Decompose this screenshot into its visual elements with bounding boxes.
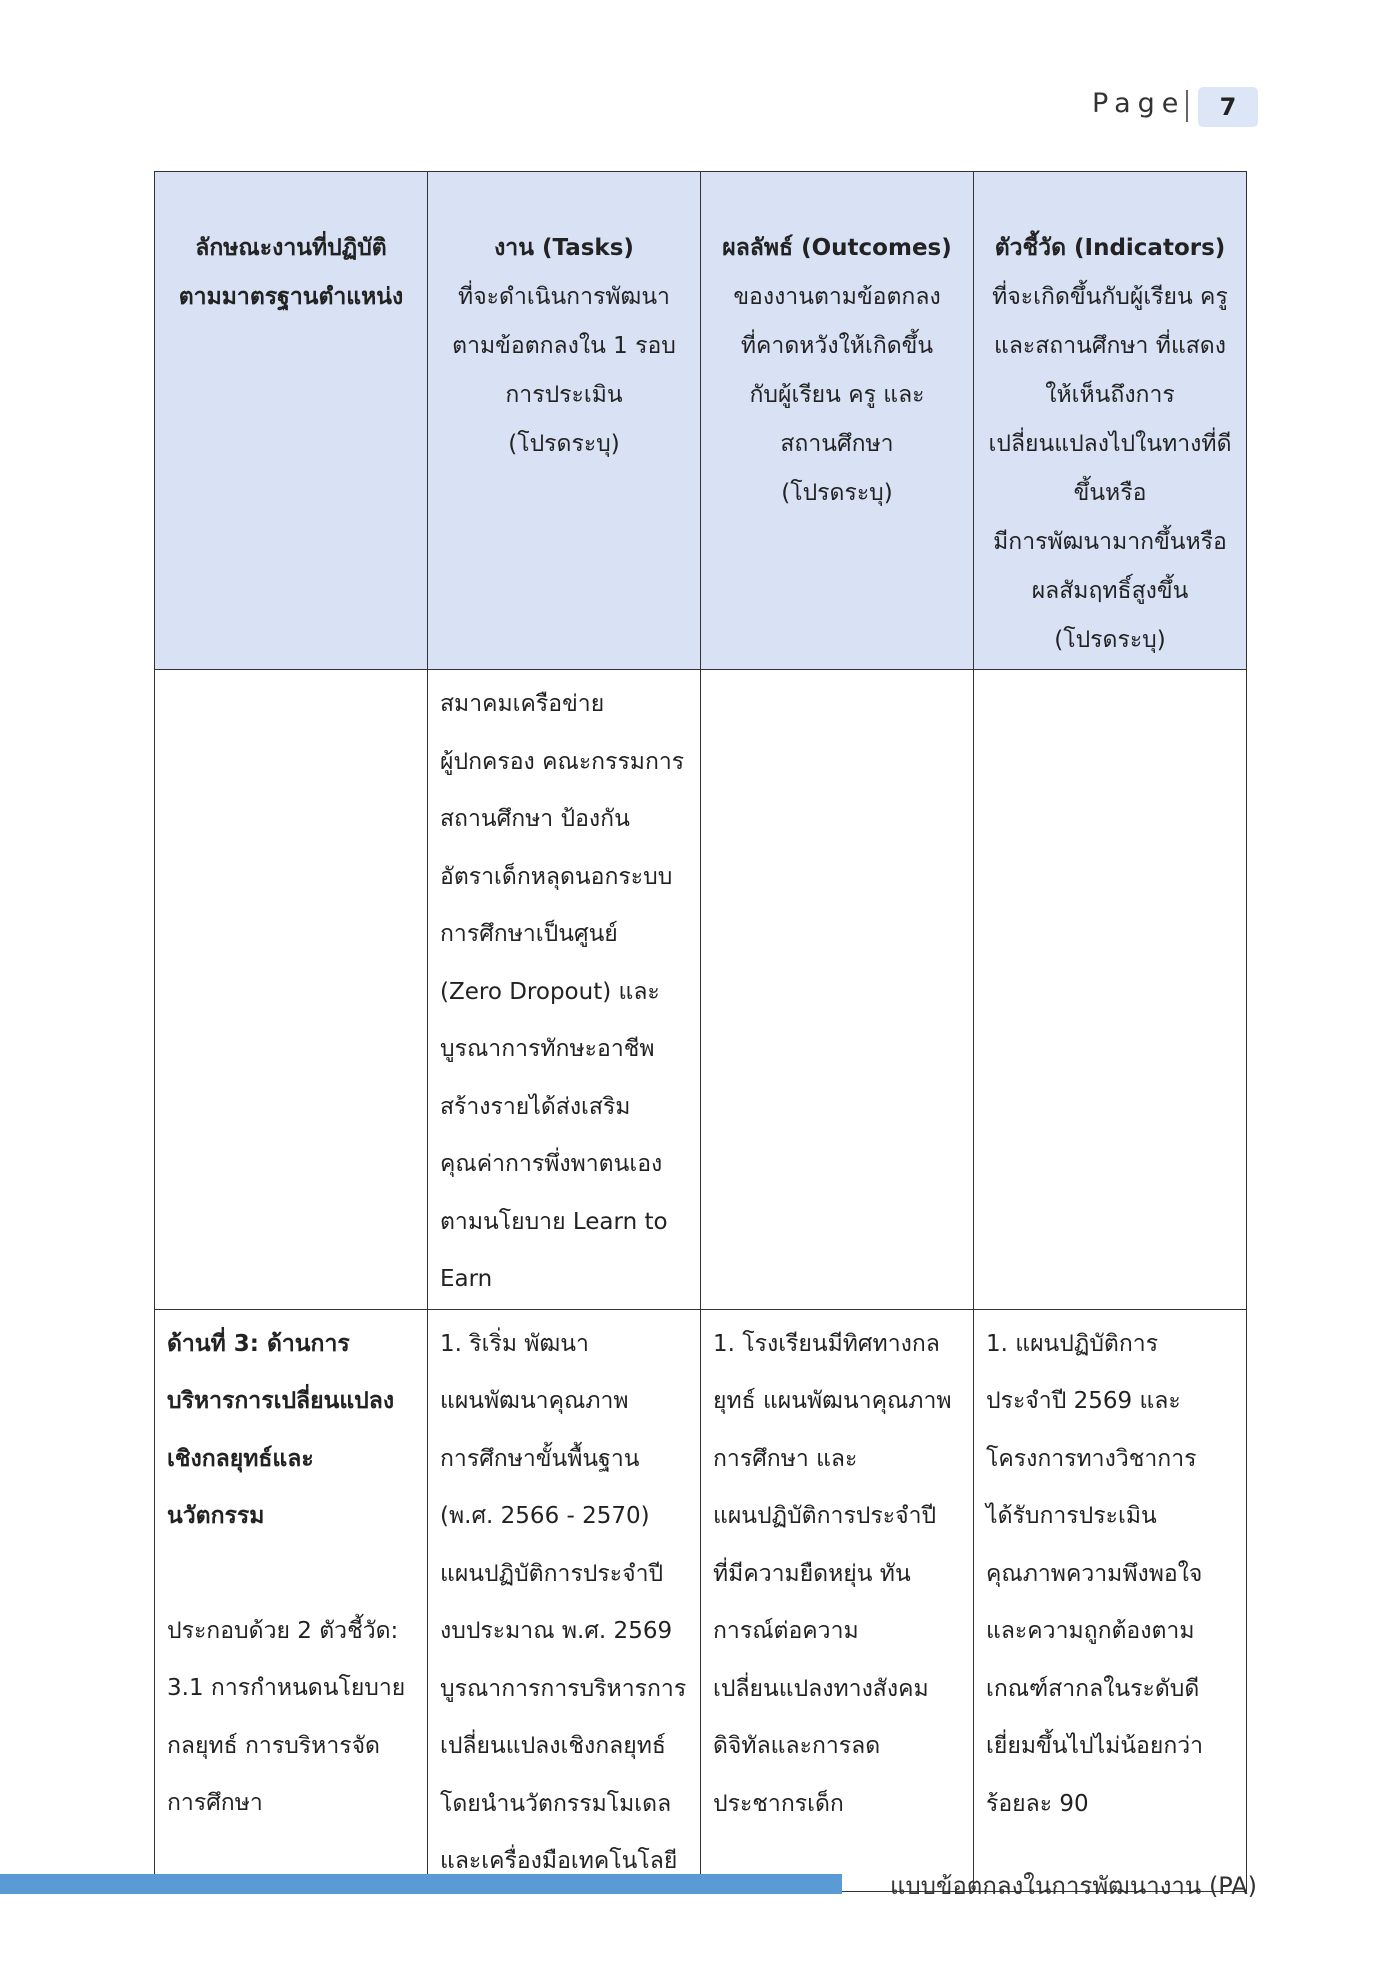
page-number: 7 — [1198, 87, 1258, 127]
text-line: สร้างรายได้ส่งเสริม — [440, 1093, 631, 1120]
header-line: (โปรดระบุ) — [781, 480, 893, 506]
header-standard — [155, 172, 428, 670]
header-line: (โปรดระบุ) — [508, 431, 620, 457]
table-row-continuation — [155, 670, 1247, 1310]
text-line: และเครื่องมือเทคโนโลยี — [440, 1848, 678, 1874]
cell-tasks — [428, 670, 701, 1310]
text-line: Earn — [440, 1266, 493, 1292]
area-detail-line: ประกอบด้วย 2 ตัวชี้วัด: — [167, 1617, 399, 1644]
header-line: สถานศึกษา — [780, 431, 894, 457]
header-line: ของงานตามข้อตกลง — [733, 284, 941, 310]
text-line: ประชากรเด็ก — [713, 1790, 844, 1817]
header-line: ตามมาตรฐานตำแหน่ง — [178, 284, 404, 310]
footer-bar — [0, 1874, 842, 1894]
header-line: ที่คาดหวังให้เกิดขึ้น — [740, 333, 934, 359]
pa-table — [154, 171, 1247, 1892]
header-line: ที่จะเกิดขึ้นกับผู้เรียน ครู — [992, 284, 1228, 310]
text-line: โครงการทางวิชาการ — [986, 1445, 1197, 1472]
text-line: ที่มีความยืดหยุ่น ทัน — [713, 1560, 911, 1587]
area-detail-line: 3.1 การกำหนดนโยบาย — [167, 1675, 406, 1701]
text-line: ยุทธ์ แผนพัฒนาคุณภาพ — [713, 1388, 952, 1414]
text-line: การศึกษาเป็นศูนย์ — [440, 921, 618, 947]
text-line: เปลี่ยนแปลงเชิงกลยุทธ์ — [440, 1733, 666, 1759]
header-line: ลักษณะงานที่ปฏิบัติ — [195, 235, 387, 261]
table-row-area3 — [155, 1309, 1247, 1891]
text-line: แผนปฏิบัติการประจำปี — [713, 1503, 937, 1529]
text-line: ตามนโยบาย Learn to — [440, 1208, 668, 1235]
text-line: บูรณาการการบริหารการ — [440, 1675, 687, 1702]
header-tasks — [428, 172, 701, 670]
text-line: 1. โรงเรียนมีทิศทางกล — [713, 1330, 940, 1357]
text-line: ร้อยละ 90 — [986, 1790, 1089, 1817]
header-line: ขึ้นหรือ — [1073, 480, 1147, 506]
header-line: ตัวชี้วัด (Indicators) — [994, 235, 1226, 261]
page-label: Page — [1092, 88, 1186, 119]
header-line: และสถานศึกษา ที่แสดง — [994, 333, 1226, 359]
cell-indicators — [974, 1309, 1247, 1891]
text-line: เยี่ยมขึ้นไปไม่น้อยกว่า — [986, 1733, 1204, 1759]
header-line: ให้เห็นถึงการ — [1045, 382, 1175, 408]
cell-outcomes-empty — [701, 670, 974, 1310]
text-line: แผนปฏิบัติการประจำปี — [440, 1560, 664, 1587]
area-title-line: เชิงกลยุทธ์และ — [167, 1445, 314, 1472]
area-detail-line: การศึกษา — [167, 1790, 263, 1816]
text-line: แผนพัฒนาคุณภาพ — [440, 1388, 629, 1414]
header-indicators — [974, 172, 1247, 670]
header-line: ตามข้อตกลงใน 1 รอบ — [452, 333, 676, 359]
header-line: การประเมิน — [505, 382, 623, 408]
header-line: ผลลัพธ์ (Outcomes) — [722, 235, 952, 261]
text-line: สถานศึกษา ป้องกัน — [440, 806, 630, 832]
text-line: 1. ริเริ่ม พัฒนา — [440, 1330, 589, 1357]
area-detail-line: กลยุทธ์ การบริหารจัด — [167, 1732, 380, 1759]
header-line: กับผู้เรียน ครู และ — [749, 382, 925, 408]
text-line: เกณฑ์สากลในระดับดี — [986, 1675, 1200, 1702]
text-line: (Zero Dropout) และ — [440, 978, 660, 1005]
text-line: คุณภาพความพึงพอใจ — [986, 1560, 1203, 1587]
cell-standard-empty — [155, 670, 428, 1310]
text-line: ประจำปี 2569 และ — [986, 1388, 1181, 1414]
text-line: บูรณาการทักษะอาชีพ — [440, 1036, 655, 1062]
header-outcomes — [701, 172, 974, 670]
cell-outcomes — [701, 1309, 974, 1891]
text-line: การศึกษาขั้นพื้นฐาน — [440, 1445, 640, 1472]
text-line: การศึกษา และ — [713, 1445, 858, 1472]
text-line: ดิจิทัลและการลด — [713, 1733, 881, 1759]
text-line: โดยนำนวัตกรรมโมเดล — [440, 1790, 672, 1817]
header-line: ผลสัมฤทธิ์สูงขึ้น — [1031, 578, 1189, 604]
area-title-line: นวัตกรรม — [167, 1503, 265, 1529]
text-line: เปลี่ยนแปลงทางสังคม — [713, 1675, 929, 1702]
text-line: ผู้ปกครอง คณะกรรมการ — [440, 748, 685, 775]
header-line: มีการพัฒนามากขึ้นหรือ — [993, 529, 1227, 555]
text-line: อัตราเด็กหลุดนอกระบบ — [440, 863, 673, 890]
text-line: สมาคมเครือข่าย — [440, 691, 605, 717]
area-title-line: ด้านที่ 3: ด้านการ — [167, 1330, 350, 1357]
text-line: (พ.ศ. 2566 - 2570) — [440, 1503, 650, 1529]
header-line: (โปรดระบุ) — [1054, 627, 1166, 653]
cell-tasks — [428, 1309, 701, 1891]
text-line: ได้รับการประเมิน — [986, 1503, 1157, 1529]
text-line: และความถูกต้องตาม — [986, 1618, 1195, 1644]
table-header-row — [155, 172, 1247, 670]
text-line: งบประมาณ พ.ศ. 2569 — [440, 1618, 673, 1644]
page-separator — [1186, 90, 1188, 122]
cell-area3 — [155, 1309, 428, 1891]
header-line: ที่จะดำเนินการพัฒนา — [458, 284, 670, 310]
area-title-line: บริหารการเปลี่ยนแปลง — [167, 1388, 395, 1414]
cell-indicators-empty — [974, 670, 1247, 1310]
footer-title: แบบข้อตกลงในการพัฒนางาน (PA) — [890, 1872, 1258, 1900]
text-line: การณ์ต่อความ — [713, 1618, 859, 1644]
text-line: คุณค่าการพึ่งพาตนเอง — [440, 1151, 663, 1177]
text-line: 1. แผนปฏิบัติการ — [986, 1330, 1159, 1357]
header-line: เปลี่ยนแปลงไปในทางที่ดี — [988, 431, 1232, 457]
header-line: งาน (Tasks) — [494, 235, 634, 261]
